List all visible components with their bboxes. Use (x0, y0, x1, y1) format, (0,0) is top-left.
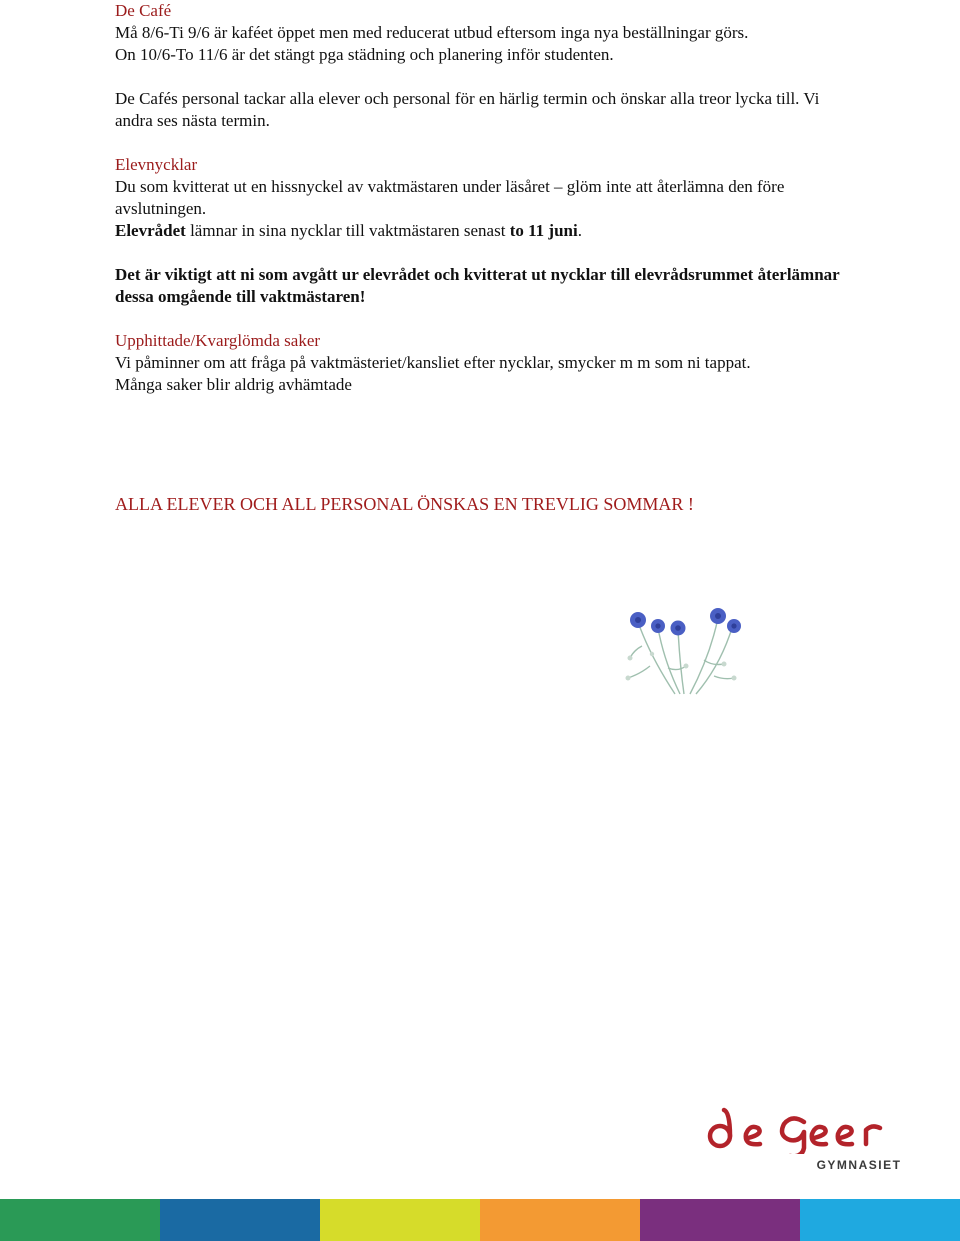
lost-section (115, 330, 855, 396)
closing-greeting: ALLA ELEVER OCH ALL PERSONAL ÖNSKAS EN TREVLIG SOMMAR ! (115, 494, 694, 514)
cafe-section (115, 0, 855, 132)
lost-line-1: Vi påminner om att fråga på vaktmästeriet/kansliet efter nycklar, smycker m m som ni tappat. (115, 353, 751, 372)
cafe-line-1: Må 8/6-Ti 9/6 är kaféet öppet men med reducerat utbud eftersom inga nya beställningar görs. (115, 23, 749, 42)
lost-line-2: Många saker blir aldrig avhämtade (115, 375, 352, 394)
cafe-heading: De Café (115, 1, 172, 20)
stripe-green (0, 1199, 160, 1241)
color-stripe-footer (0, 1199, 960, 1241)
keys-text: Du som kvitterat ut en hissnyckel av vaktmästaren under läsåret – glöm inte att återlämna den före avslutningen. (115, 177, 785, 218)
stripe-cyan (800, 1199, 960, 1241)
stripe-blue (160, 1199, 320, 1241)
council-end: . (577, 221, 582, 240)
newsletter-content (115, 0, 855, 396)
keys-important: Det är viktigt att ni som avgått ur elevrådet och kvitterat ut nycklar till elevrådsrummet återlämnar dessa omgående till vaktmästaren! (115, 265, 840, 306)
keys-section (115, 154, 855, 308)
de-geer-wordmark (700, 1104, 915, 1154)
council-label: Elevrådet (115, 221, 186, 240)
logo-subtitle: GYMNASIET (816, 1158, 902, 1172)
stripe-yellow (320, 1199, 480, 1241)
cafe-line-2: On 10/6-To 11/6 är det stängt pga städning och planering inför studenten. (115, 45, 614, 64)
stripe-purple (640, 1199, 800, 1241)
stripe-orange (480, 1199, 640, 1241)
lost-heading: Upphittade/Kvarglömda saker (115, 331, 321, 350)
council-text: lämnar in sina nycklar till vaktmästaren senast (185, 221, 510, 240)
keys-heading: Elevnycklar (115, 155, 198, 174)
keys-council-line (115, 220, 855, 242)
cornflower-illustration (620, 606, 746, 698)
cafe-thanks: De Cafés personal tackar alla elever och personal för en härlig termin och önskar alla treor lycka till. Vi andra ses nästa termin. (115, 89, 820, 130)
council-date: to 11 juni (509, 221, 578, 240)
de-geer-logo (700, 1104, 915, 1182)
